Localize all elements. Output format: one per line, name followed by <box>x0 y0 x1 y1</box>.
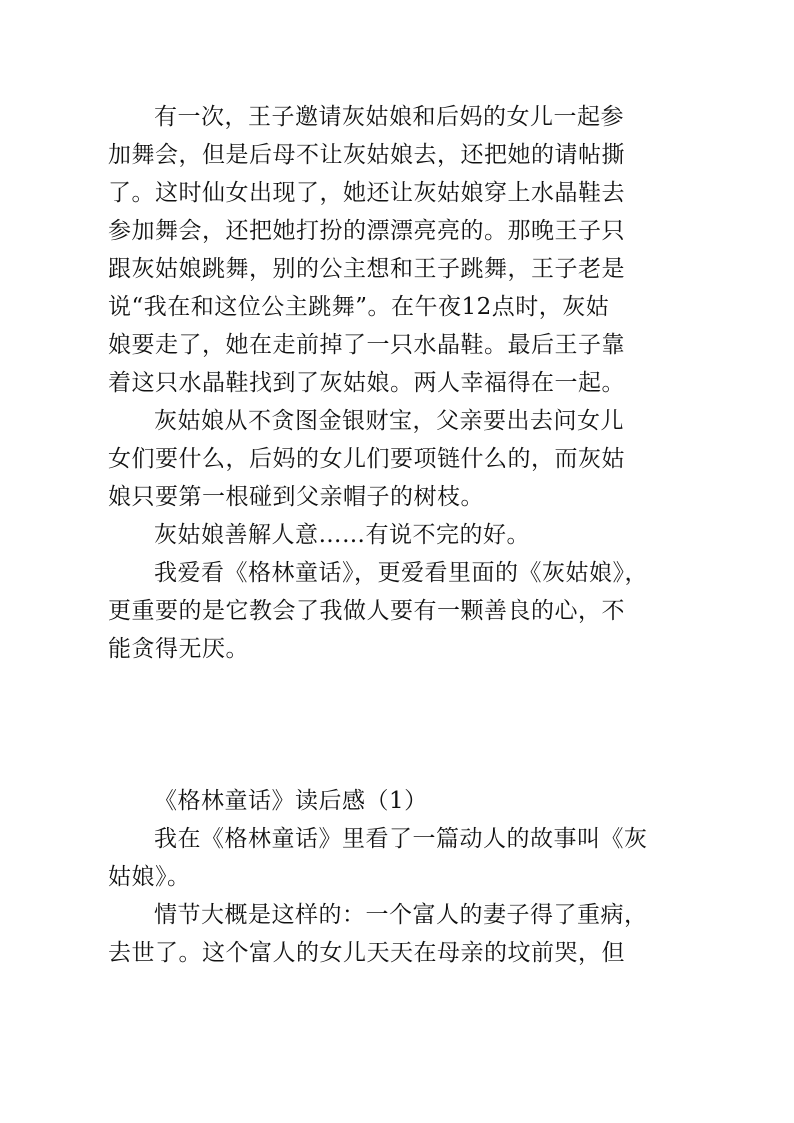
paragraph-line: 去世了。这个富人的女儿天天在母亲的坟前哭，但 <box>108 940 625 966</box>
paragraph-line: 娘只要第一根碰到父亲帽子的树枝。 <box>108 484 484 510</box>
paragraph-line: 姑娘》。 <box>108 864 191 890</box>
paragraph-line: 参加舞会，还把她打扮的漂漂亮亮的。那晚王子只 <box>108 218 625 244</box>
paragraph-line: 灰姑娘善解人意……有说不完的好。 <box>154 522 530 548</box>
paragraph-line: 跟灰姑娘跳舞，别的公主想和王子跳舞，王子老是 <box>108 256 625 282</box>
paragraph-line: 我在《格林童话》里看了一篇动人的故事叫《灰 <box>154 826 648 852</box>
section-spacer <box>108 668 668 782</box>
paragraph-line: 有一次，王子邀请灰姑娘和后妈的女儿一起参 <box>154 104 624 130</box>
paragraph-line: 加舞会，但是后母不让灰姑娘去，还把她的请帖撕 <box>108 142 625 168</box>
paragraph-line: 娘要走了，她在走前掉了一只水晶鞋。最后王子靠 <box>108 332 625 358</box>
document-body <box>108 98 668 972</box>
paragraph-line: 能贪得无厌。 <box>108 636 249 662</box>
paragraph-line: 了。这时仙女出现了，她还让灰姑娘穿上水晶鞋去 <box>108 180 625 206</box>
section-title: 《格林童话》读后感（1） <box>154 788 428 814</box>
paragraph-line: 情节大概是这样的：一个富人的妻子得了重病， <box>154 902 648 928</box>
paragraph-line: 说“我在和这位公主跳舞”。在午夜12点时，灰姑 <box>108 294 610 320</box>
paragraph-line: 着这只水晶鞋找到了灰姑娘。两人幸福得在一起。 <box>108 370 625 396</box>
paragraph-line: 灰姑娘从不贪图金银财宝，父亲要出去问女儿 <box>154 408 624 434</box>
paragraph-line: 更重要的是它教会了我做人要有一颗善良的心，不 <box>108 598 625 624</box>
paragraph-line: 我爱看《格林童话》，更爱看里面的《灰姑娘》， <box>154 560 648 586</box>
paragraph-line: 女们要什么，后妈的女儿们要项链什么的，而灰姑 <box>108 446 625 472</box>
